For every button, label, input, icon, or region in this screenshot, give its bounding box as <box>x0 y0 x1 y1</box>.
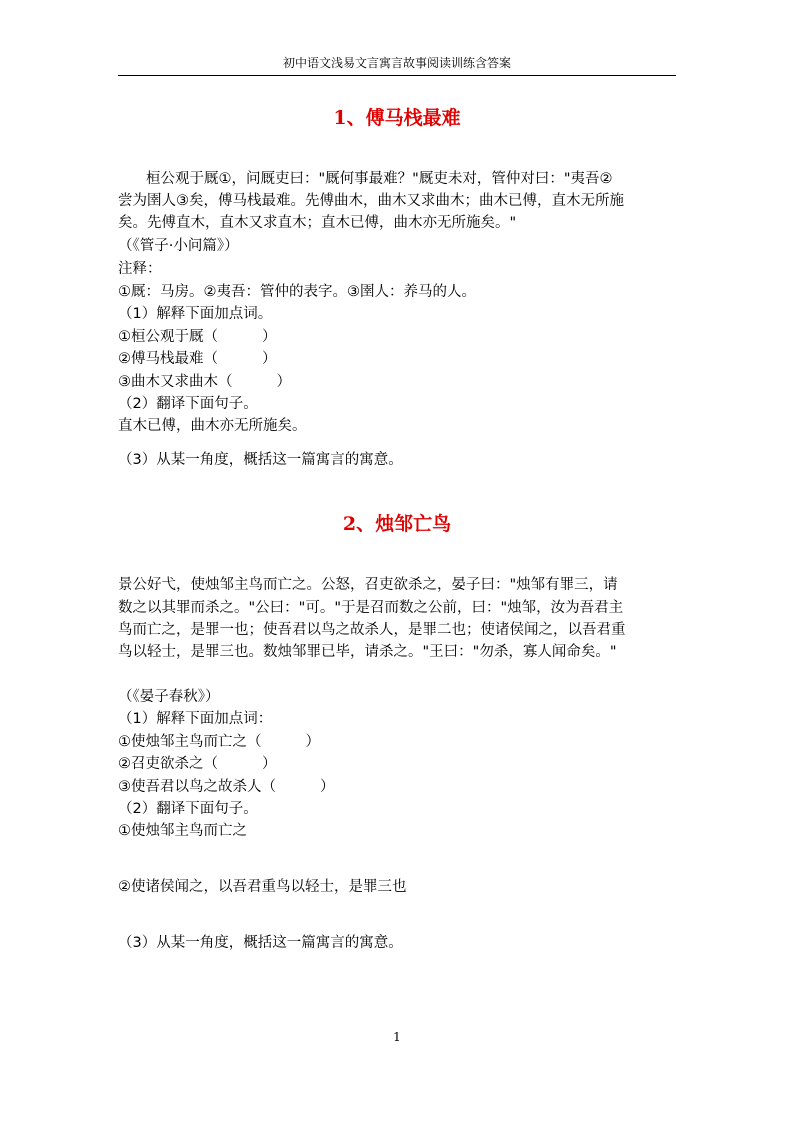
story1-q2-sentence: 直木已傅，曲木亦无所施矣。 <box>118 418 307 434</box>
story1-q1-item: ③曲木又求曲木（ ） <box>118 374 291 390</box>
story1-notes-label: 注释： <box>118 261 162 277</box>
story2-source: （《晏子春秋》） <box>118 689 220 705</box>
story1-para-line: 桓公观于厩①，问厩吏曰："厩何事最难？"厩吏未对，管仲对曰："夷吾② <box>146 171 613 187</box>
story1-q1-item: ②傅马栈最难（ ） <box>118 351 277 367</box>
page-header: 初中语文浅易文言寓言故事阅读训练含答案 <box>118 55 676 76</box>
story1-question-2: （2）翻译下面句子。 <box>118 396 258 412</box>
story2-q1-item: ③使吾君以鸟之故杀人（ ） <box>118 779 335 795</box>
story1-para-line: 矣。先傅直木，直木又求直木；直木已傅，曲木亦无所施矣。" <box>118 215 517 231</box>
story2-q1-item: ①使烛邹主鸟而亡之（ ） <box>118 734 320 750</box>
story2-title: 2、烛邹亡鸟 <box>342 513 452 535</box>
story2-question-3: （3）从某一角度，概括这一篇寓言的寓意。 <box>118 935 403 951</box>
story2-question-1: （1）解释下面加点词： <box>118 711 273 727</box>
story2-q2-item: ①使烛邹主鸟而亡之 <box>118 823 247 839</box>
story2-q1-item: ②召吏欲杀之（ ） <box>118 756 277 772</box>
page-number: 1 <box>393 1030 401 1044</box>
story1-question-3: （3）从某一角度，概括这一篇寓言的寓意。 <box>118 452 403 468</box>
story2-para-line: 数之以其罪而杀之。"公曰："可。"于是召而数之公前，曰："烛邹，汝为吾君主 <box>118 600 624 616</box>
story1-para-line: 尝为圉人③矣，傅马栈最难。先傅曲木，曲木又求曲木；曲木已傅，直木无所施 <box>118 193 624 209</box>
story1-source: （《管子·小问篇》） <box>118 238 239 254</box>
story2-para-line: 鸟而亡之，是罪一也；使吾君以鸟之故杀人，是罪二也；使诸侯闻之，以吾君重 <box>118 622 626 638</box>
story1-title: 1、傅马栈最难 <box>333 107 461 129</box>
story1-notes: ①厩：马房。②夷吾：管仲的表字。③圉人：养马的人。 <box>118 284 476 300</box>
story2-q2-item: ②使诸侯闻之，以吾君重鸟以轻士，是罪三也 <box>118 879 407 895</box>
story2-para-line: 景公好弋，使烛邹主鸟而亡之。公怒，召吏欲杀之，晏子曰："烛邹有罪三，请 <box>118 577 618 593</box>
story1-question-1: （1）解释下面加点词。 <box>118 306 273 322</box>
story1-q1-item: ①桓公观于厩（ ） <box>118 329 277 345</box>
story2-para-line: 鸟以轻士，是罪三也。数烛邹罪已毕，请杀之。"王曰："勿杀，寡人闻命矣。" <box>118 644 617 660</box>
story2-question-2: （2）翻译下面句子。 <box>118 801 258 817</box>
